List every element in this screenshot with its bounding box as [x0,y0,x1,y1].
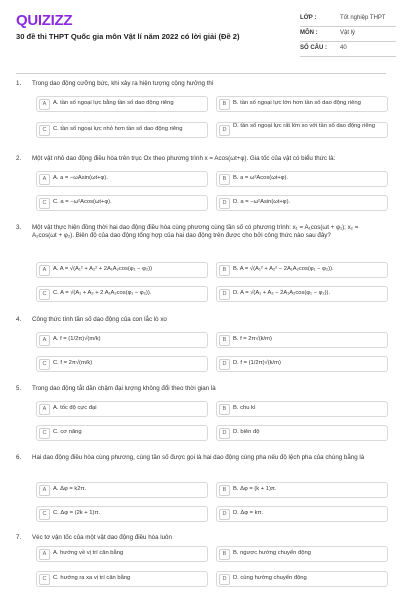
meta-value: Vật lý [340,30,356,36]
option-text: A. a = −ωAsin(ωt+φ). [53,175,108,181]
question-number: 4. [16,316,22,323]
option-c[interactable] [36,571,208,587]
option-a[interactable] [36,401,208,417]
question-number: 6. [16,454,22,461]
option-c[interactable] [36,356,208,372]
question-text: Trong dao động tắt dần chậm đại lượng không đổi theo thời gian là [32,385,216,392]
option-letter: C [39,125,50,136]
option-b[interactable] [216,401,388,417]
option-d[interactable] [216,356,388,372]
option-d[interactable] [216,425,388,441]
option-text: B. Δφ = (k + 1)π. [233,486,277,492]
meta-row-count [300,42,396,57]
option-c[interactable] [36,122,208,138]
option-letter: A [39,99,50,110]
option-text: B. a = ω²Acos(ωt+φ). [233,175,289,181]
option-letter: C [39,289,50,300]
option-letter: A [39,174,50,185]
option-d[interactable] [216,122,388,138]
document-title: 30 đề thi THPT Quốc gia môn Vật lí năm 2022 có lời giải (Đề 2) [16,32,240,41]
question-number: 7. [16,534,22,541]
option-letter: C [39,574,50,585]
option-letter: D [219,574,230,585]
option-letter: C [39,509,50,520]
question-text: Trong dao động cưỡng bức, khi xảy ra hiện tượng cộng hưởng thì [32,80,214,87]
option-b[interactable] [216,546,388,562]
option-letter: D [219,125,230,136]
meta-key: SỐ CÂU : [300,45,327,51]
option-c[interactable] [36,195,208,211]
option-text: D. a = −ω²Asin(ωt+φ). [233,199,291,205]
option-text: C. f = 2π√(m/k) [53,360,93,366]
option-text: C. hướng ra xa vị trí cân bằng [53,575,131,581]
option-text: C. tần số ngoại lực nhỏ hơn tần số dao động riêng [53,126,183,132]
meta-key: MÔN : [300,30,318,36]
option-text: B. ngược hướng chuyển động [233,550,311,556]
option-a[interactable] [36,171,208,187]
option-letter: A [39,549,50,560]
option-letter: A [39,265,50,276]
option-letter: A [39,485,50,496]
meta-value: 40 [340,45,347,51]
header-divider [16,73,386,74]
option-letter: D [219,428,230,439]
option-letter: B [219,404,230,415]
option-text: B. f = 2π√(k/m) [233,336,272,342]
option-letter: B [219,549,230,560]
option-d[interactable] [216,195,388,211]
option-text: B. chu kì [233,405,256,411]
option-text: D. cùng hướng chuyển động [233,575,307,581]
option-d[interactable] [216,506,388,522]
option-b[interactable] [216,171,388,187]
question-number: 5. [16,385,22,392]
quizizz-logo: QUIZIZZ [16,12,73,29]
option-letter: A [39,404,50,415]
option-a[interactable] [36,332,208,348]
meta-key: LỚP : [300,15,317,21]
option-text: C. cơ năng [53,429,82,435]
option-c[interactable] [36,506,208,522]
option-d[interactable] [216,571,388,587]
question-text: Một vật thực hiện đồng thời hai dao động điều hòa cùng phương cùng tần số có phương trình: x₁ = A₁cos(ωt + φ₁); x₂ = A₂cos(ωt + φ₂). Biên độ của dao động tổng hợp của hai dao động trên được cho bởi công thức nào sau đây? [32,224,359,239]
option-text: B. A = √(A₁² + A₂² − 2A₁A₂cos(φ₁ − φ₂)). [233,266,334,272]
meta-panel [300,12,396,57]
option-text: C. a = −ω²Acos(ωt+φ). [53,199,112,205]
option-letter: B [219,265,230,276]
question-text: Một vật nhỏ dao động điều hòa trên trục Ox theo phương trình x = Acos(ωt+φ). Gia tốc của vật có biểu thức là: [32,155,336,162]
option-text: D. biên độ [233,429,260,435]
option-letter: A [39,335,50,346]
option-text: D. A = √(A₁ + A₂ − 2A₁A₂cos(φ₁ − φ₂)). [233,290,331,296]
option-text: A. f = (1/2π)√(m/k) [53,336,101,342]
option-letter: C [39,198,50,209]
option-a[interactable] [36,96,208,112]
question-number: 2. [16,155,22,162]
question-text: Hai dao động điều hòa cùng phương, cùng tần số được gọi là hai dao động cùng pha nếu độ lệch pha của chúng bằng là [32,454,365,461]
option-letter: D [219,509,230,520]
option-text: D. Δφ = kπ. [233,510,264,516]
option-text: D. f = (1/2π)√(k/m) [233,360,281,366]
option-letter: D [219,289,230,300]
option-text: A. A = √(A₁² + A₂² + 2A₁A₂cos(φ₁ − φ₂)) [53,266,153,272]
option-b[interactable] [216,482,388,498]
option-b[interactable] [216,96,388,112]
option-letter: B [219,174,230,185]
option-letter: D [219,359,230,370]
question-text: Véc tơ vận tốc của một vật dao động điều hòa luôn [32,534,172,541]
question-number: 1. [16,80,22,87]
option-a[interactable] [36,546,208,562]
option-text: A. tốc độ cực đại [53,405,97,411]
option-text: A. hướng về vị trí cân bằng [53,550,124,556]
question-text: Công thức tính tần số dao động của con lắc lò xo [32,316,167,323]
option-text: C. A = √(A₁ + A₂ + 2 A₁A₂cos(φ₁ − φ₂)). [53,290,152,296]
meta-row-subject [300,27,396,42]
option-letter: B [219,335,230,346]
question-number: 3. [16,224,22,231]
option-text: C. Δφ = (2k + 1)π. [53,510,101,516]
option-letter: B [219,99,230,110]
option-d[interactable] [216,286,388,302]
option-a[interactable] [36,262,208,278]
option-b[interactable] [216,262,388,278]
option-letter: C [39,359,50,370]
option-a[interactable] [36,482,208,498]
option-letter: B [219,485,230,496]
meta-value: Tốt nghiệp THPT [340,15,386,21]
option-text: A. Δφ = k2π. [53,486,87,492]
option-c[interactable] [36,425,208,441]
option-letter: D [219,198,230,209]
meta-row-class [300,12,396,27]
option-c[interactable] [36,286,208,302]
option-text: D. tần số ngoại lực rất lớn so với tần số dao động riêng [233,123,375,129]
option-b[interactable] [216,332,388,348]
worksheet-header [0,0,400,70]
option-text: B. tần số ngoại lực lớn hơn tần số dao động riêng [233,100,361,106]
option-text: A. tần số ngoại lực bằng tần số dao động riêng [53,100,174,106]
option-letter: C [39,428,50,439]
